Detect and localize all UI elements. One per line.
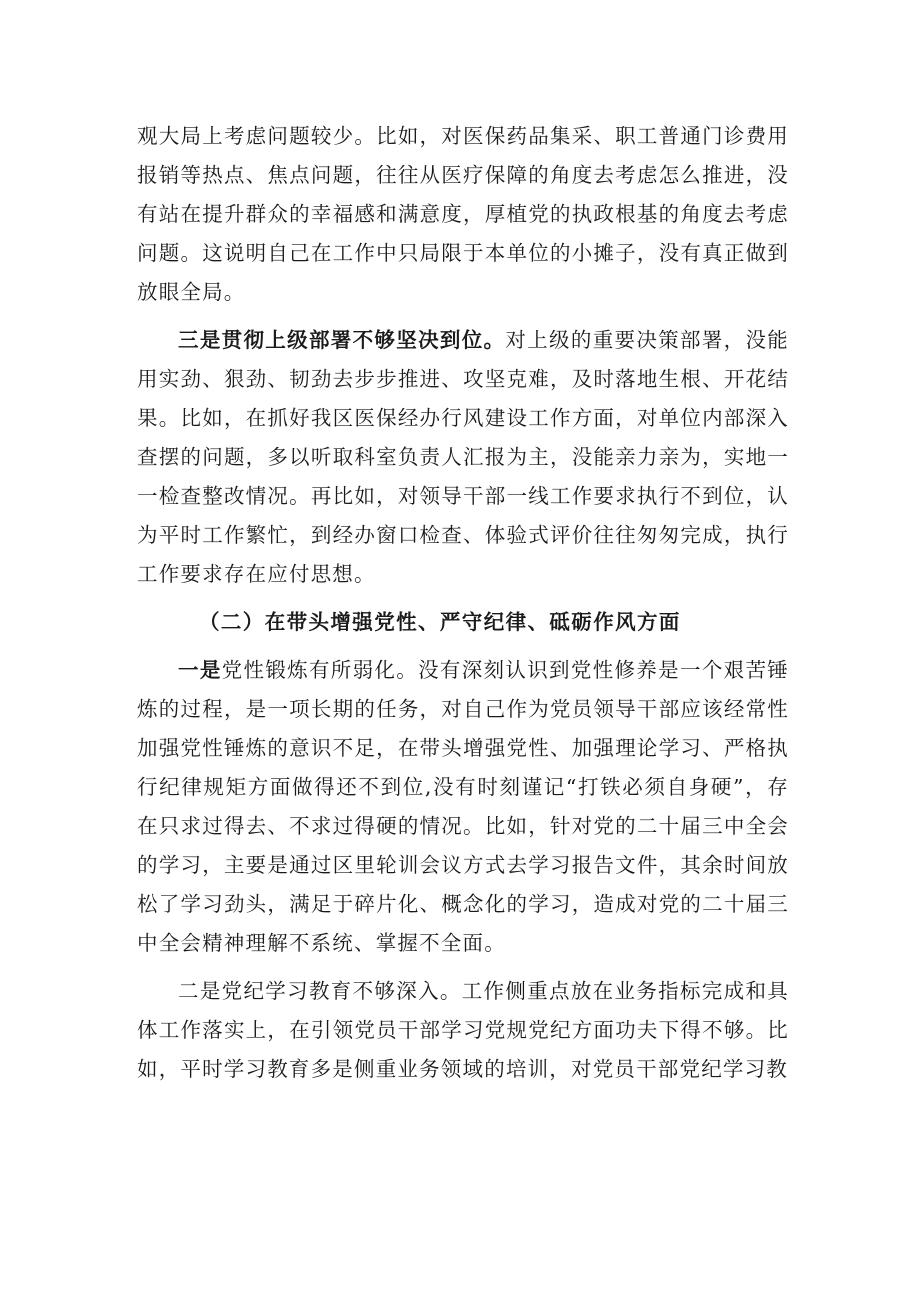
document-body: [137, 117, 789, 1098]
paragraph-discipline-education: 二是党纪学习教育不够深入。工作侧重点放在业务指标完成和具体工作落实上，在引领党员干部学习党规党纪方面功夫下得不够。比如，平时学习教育多是侧重业务领域的培训，对党员干部党纪学习教: [137, 979, 789, 1081]
section-heading: （二）在带头增强党性、严守纪律、砥砺作风方面: [199, 610, 681, 634]
paragraph-implement-deployment: [137, 321, 789, 594]
paragraph-party-spirit: [137, 651, 789, 963]
paragraph-body: 对上级的重要决策部署，没能用实劲、狠劲、韧劲去步步推进、攻坚克难，及时落地生根、开花结果。比如，在抓好我区医保经办行风建设工作方面，对单位内部深入查摆的问题，多以听取科室负责人汇报为主，没能亲力亲为，实地一一检查整改情况。再比如，对领导干部一线工作要求执行不到位，认为平时工作繁忙，到经办窗口检查、体验式评价往往匆匆完成，执行工作要求存在应付思想。: [137, 328, 789, 586]
paragraph-body: 党性锻炼有所弱化。没有深刻认识到党性修养是一个艰苦锤炼的过程，是一项长期的任务，对自己作为党员领导干部应该经常性加强党性锤炼的意识不足，在带头增强党性、加强理论学习、严格执行纪律规矩方面做得还不到位,没有时刻谨记“打铁必须自身硬”，存在只求过得去、不求过得硬的情况。比如，针对党的二十届三中全会的学习，主要是通过区里轮训会议方式去学习报告文件，其余时间放松了学习劲头，满足于碎片化、概念化的学习，造成对党的二十届三中全会精神理解不系统、掌握不全面。: [137, 658, 789, 955]
paragraph-lead: 一是: [178, 658, 222, 682]
paragraph-lead: 三是贯彻上级部署不够坚决到位。: [178, 328, 506, 352]
paragraph-global-view: 观大局上考虑问题较少。比如，对医保药品集采、职工普通门诊费用报销等热点、焦点问题，往往从医疗保障的角度去考虑怎么推进，没有站在提升群众的幸福感和满意度，厚植党的执政根基的角度去考虑问题。这说明自己在工作中只局限于本单位的小摊子，没有真正做到放眼全局。: [137, 124, 789, 304]
